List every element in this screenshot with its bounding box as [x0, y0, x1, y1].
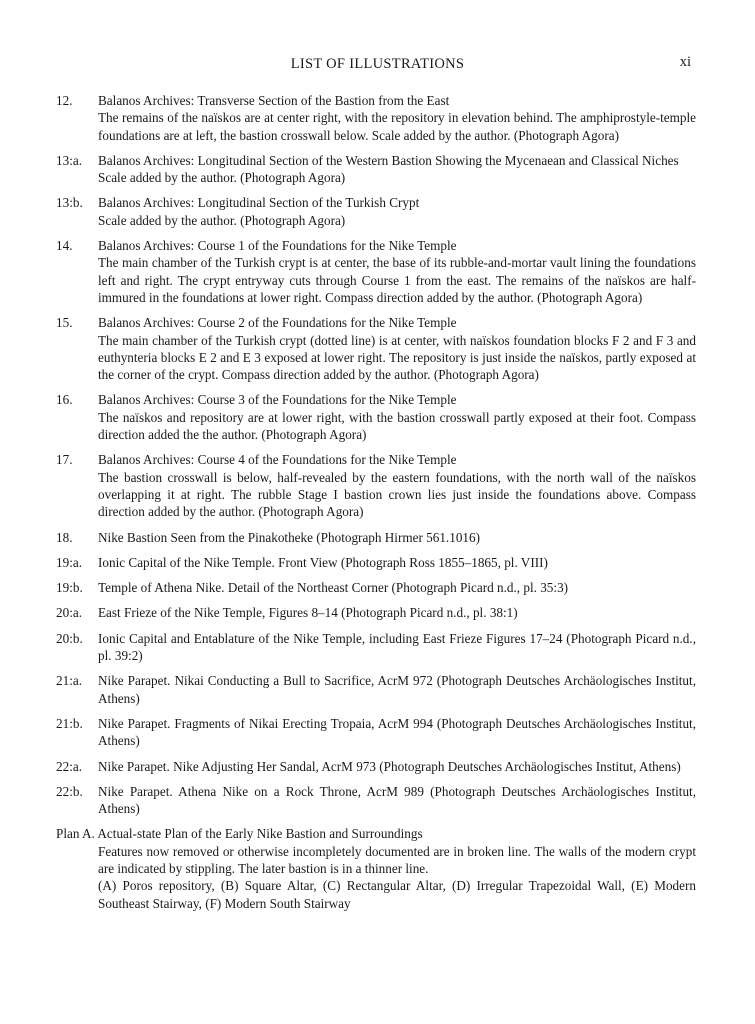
entry-body	[98, 314, 696, 383]
entry-number: 18.	[56, 529, 73, 545]
entry-body	[98, 783, 696, 818]
entry-number: 22:a.	[56, 758, 83, 774]
entry-title: East Frieze of the Nike Temple, Figures 8–14 (Photograph Picard n.d., pl. 38:1)	[98, 605, 518, 621]
entry-number: 14.	[56, 238, 73, 254]
entry-number: 12.	[56, 93, 73, 108]
entry-number: 20:b.	[56, 630, 83, 646]
entry-body	[98, 194, 696, 229]
entry-number: 21:b.	[56, 715, 83, 731]
entry-body	[98, 451, 696, 520]
entry-body	[98, 529, 696, 546]
list-item	[56, 237, 696, 306]
entry-body	[98, 630, 696, 665]
entry-number: 13:a.	[56, 152, 83, 168]
plan-caption: Features now removed or otherwise incompletely documented are in broken line. The walls of the modern crypt are indicated by stippling. The later bastion is in a thinner line.	[98, 843, 696, 876]
entry-title: Ionic Capital of the Nike Temple. Front View (Photograph Ross 1855–1865, pl. VIII)	[98, 554, 548, 570]
list-item	[56, 391, 696, 443]
page-header	[0, 56, 755, 76]
list-item	[56, 92, 696, 144]
list-item	[56, 152, 696, 187]
entry-caption: The bastion crosswall is below, half-revealed by the eastern foundations, with the north wall of the naïskos overlapping it at right. The rubble Stage I bastion crown lies just inside the foundations above. Compass direction added by the author. (Photograph Agora)	[98, 469, 696, 520]
entry-body	[98, 554, 696, 571]
entry-caption: The main chamber of the Turkish crypt is at center, the base of its rubble-and-mortar vault lining the foundations left and right. The crypt entryway cuts through Course 1 from the east. The remains of the naïskos are half-immured in the foundations at lower right. Compass direction added by the author. (Photograph Agora)	[98, 255, 696, 305]
entry-body	[98, 237, 696, 306]
entry-title: Temple of Athena Nike. Detail of the Northeast Corner (Photograph Picard n.d., pl. 35:3)	[98, 580, 569, 596]
entry-body	[98, 758, 696, 775]
entry-number: 21:a.	[56, 673, 83, 689]
entry-title: Balanos Archives: Longitudinal Section of the Turkish Crypt	[98, 195, 420, 211]
list-item	[56, 579, 696, 596]
entry-body	[98, 715, 696, 750]
entry-title: Nike Bastion Seen from the Pinakotheke (Photograph Hirmer 561.1016)	[98, 529, 480, 545]
entry-title: Balanos Archives: Transverse Section of the Bastion from the East	[98, 93, 450, 108]
entry-title: Balanos Archives: Longitudinal Section of the Western Bastion Showing the Mycenaean and Classical Niches	[98, 152, 679, 168]
plan-legend: (A) Poros repository, (B) Square Altar, (C) Rectangular Altar, (D) Irregular Trapezoidal Wall, (E) Modern Southeast Stairway, (F) Modern South Stairway	[98, 878, 696, 911]
list-item	[56, 715, 696, 750]
entry-title: Nike Parapet. Nike Adjusting Her Sandal, AcrM 973 (Photograph Deutsches Archäologisches Institut, Athens)	[98, 758, 681, 774]
list-item	[56, 314, 696, 383]
entry-number: 13:b.	[56, 195, 83, 211]
entry-caption: Scale added by the author. (Photograph Agora)	[98, 170, 346, 186]
list-item	[56, 783, 696, 818]
entry-number: 19:b.	[56, 580, 83, 596]
entry-title: Nike Parapet. Nikai Conducting a Bull to Sacrifice, AcrM 972 (Photograph Deutsches Archäologisches Institut, Athens)	[98, 673, 696, 706]
entry-caption: The remains of the naïskos are at center right, with the repository in elevation behind. The amphiprostyle-temple foundations are at left, the bastion crosswall below. Scale added by the author. (Photograph Agora)	[98, 110, 696, 143]
entry-title: Nike Parapet. Fragments of Nikai Erecting Tropaia, AcrM 994 (Photograph Deutsches Archäologisches Institut, Athens)	[98, 715, 696, 749]
entry-caption: The naïskos and repository are at lower right, with the bastion crosswall partly exposed at their foot. Compass direction added the the author. (Photograph Agora)	[98, 409, 696, 443]
page-number: xi	[679, 54, 691, 70]
entry-number: 17.	[56, 452, 73, 468]
entry-caption: The main chamber of the Turkish crypt (dotted line) is at center, with naïskos foundation blocks F 2 and F 3 and euthynteria blocks E 2 and E 3 exposed at lower right. The repository is just inside the naïskos, partly exposed at the corner of the crypt. Compass direction added by the author. (Photograph Agora)	[98, 332, 696, 383]
entry-body	[98, 92, 696, 144]
entry-title: Balanos Archives: Course 2 of the Foundations for the Nike Temple	[98, 315, 457, 331]
entry-body	[98, 604, 696, 621]
list-item	[56, 194, 696, 229]
entry-number: 16.	[56, 392, 73, 408]
entry-number: 20:a.	[56, 605, 83, 621]
entry-caption: Scale added by the author. (Photograph Agora)	[98, 212, 346, 228]
entry-body	[98, 391, 696, 443]
entry-title: Ionic Capital and Entablature of the Nike Temple, including East Frieze Figures 17–24 (Photograph Picard n.d., pl. 39:2)	[98, 630, 696, 664]
entry-body	[98, 672, 696, 707]
entry-number: 22:b.	[56, 783, 83, 799]
list-item	[56, 554, 696, 571]
plan-entry	[56, 825, 696, 911]
illustration-list	[56, 92, 696, 912]
list-item	[56, 604, 696, 621]
plan-title: Plan A. Actual-state Plan of the Early Nike Bastion and Surroundings	[56, 826, 423, 842]
list-item	[56, 451, 696, 520]
entry-body	[98, 579, 696, 596]
list-item	[56, 672, 696, 707]
list-item	[56, 529, 696, 546]
entry-body	[98, 152, 696, 187]
page-title: LIST OF ILLUSTRATIONS	[290, 56, 465, 72]
entry-title: Nike Parapet. Athena Nike on a Rock Throne, AcrM 989 (Photograph Deutsches Archäologisches Institut, Athens)	[98, 783, 696, 817]
entry-title: Balanos Archives: Course 1 of the Foundations for the Nike Temple	[98, 238, 457, 254]
entry-number: 15.	[56, 315, 73, 331]
entry-number: 19:a.	[56, 554, 83, 570]
entry-title: Balanos Archives: Course 3 of the Foundations for the Nike Temple	[98, 392, 457, 408]
entry-title: Balanos Archives: Course 4 of the Foundations for the Nike Temple	[98, 452, 457, 468]
list-item	[56, 630, 696, 665]
list-item	[56, 758, 696, 775]
